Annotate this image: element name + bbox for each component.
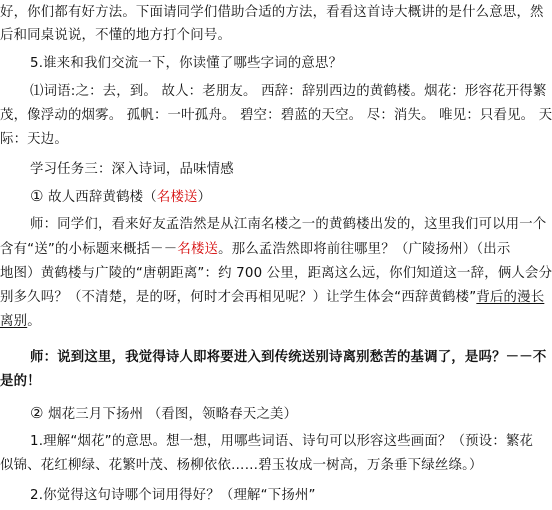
item-1-line-2: 似锦、花红柳绿、花繁叶茂、杨柳依依……碧玉妆成一树高，万条垂下绿丝绦。） (0, 458, 483, 473)
paragraph-line-1: 好，你们都有好方法。下面请同学们借助合适的方法，看看这首诗大概讲的是什么意思，然 (0, 5, 544, 20)
teacher-line-3: 地图）黄鹤楼与广陵的“唐朝距离”：约 700 公里，距离这么远，你们知道这一辞，俩人会分 (0, 266, 552, 281)
teacher-line-2 (0, 241, 510, 259)
section-2-heading (30, 404, 297, 424)
teacher-line-4-underlined: 背后的漫长 (476, 290, 545, 305)
section-1-close-paren: ） (197, 190, 212, 205)
teacher-line-2-highlight: 名楼送 (177, 242, 219, 257)
teacher-line-4-a: 别多久吗？（不清楚，是的呀，何时才会再相见呢？）让学生体会“西辞黄鹤楼” (0, 290, 477, 305)
teacher-line-5 (0, 313, 41, 331)
paragraph-line-2: 后和同桌说说，不懂的地方打个问号。 (0, 28, 232, 43)
teacher-line-4 (0, 289, 544, 307)
vocab-line-1: ⑴词语:之：去，到。 故人：老朋友。 西辞：辞别西边的黄鹤楼。烟花：形容花开得繁 (30, 84, 547, 99)
vocab-line-2: 茂，像浮动的烟雾。 孤帆：一叶孤舟。 碧空：碧蓝的天空。 尽：消失。 唯见：只看见。 天 (0, 108, 552, 123)
item-1-line-1: 1.理解“烟花”的意思。想一想，用哪些词语、诗句可以形容这些画面？（预设：繁花 (30, 434, 534, 449)
section-1-heading (30, 187, 211, 207)
teacher-line-5-end: 。 (27, 314, 41, 329)
task-three-heading: 学习任务三：深入诗词，品味情感 (30, 162, 234, 177)
teacher-line-1: 师：同学们，看来好友孟浩然是从江南名楼之一的黄鹤楼出发的，这里我们可以用一个 (30, 217, 547, 232)
section-1-title: 故人西辞黄鹤楼（ (48, 190, 157, 205)
teacher-line-2-b: 。那么孟浩然即将前往哪里？（广陵扬州）（出示 (218, 242, 511, 257)
teacher-line-7: 是的！ (0, 374, 41, 389)
teacher-line-6: 师：说到这里，我觉得诗人即将要进入到传统送别诗离别愁苦的基调了，是吗？－－不 (30, 350, 547, 365)
circled-number-2: ② (30, 404, 44, 422)
teacher-line-2-a: 含有“送”的小标题来概括－－ (0, 242, 178, 257)
item-2-line-1: 2.你觉得这句诗哪个词用得好？（理解“下扬州” (30, 488, 316, 503)
question-5: 5.谁来和我们交流一下，你读懂了哪些字词的意思？ (30, 56, 343, 71)
section-2-title: 烟花三月下扬州 （看图，领略春天之美） (48, 407, 298, 422)
vocab-line-3: 际：天边。 (0, 132, 68, 147)
circled-number-1: ① (30, 187, 44, 205)
teacher-line-5-underlined: 离别 (0, 314, 28, 329)
section-1-highlight: 名楼送 (156, 190, 198, 205)
